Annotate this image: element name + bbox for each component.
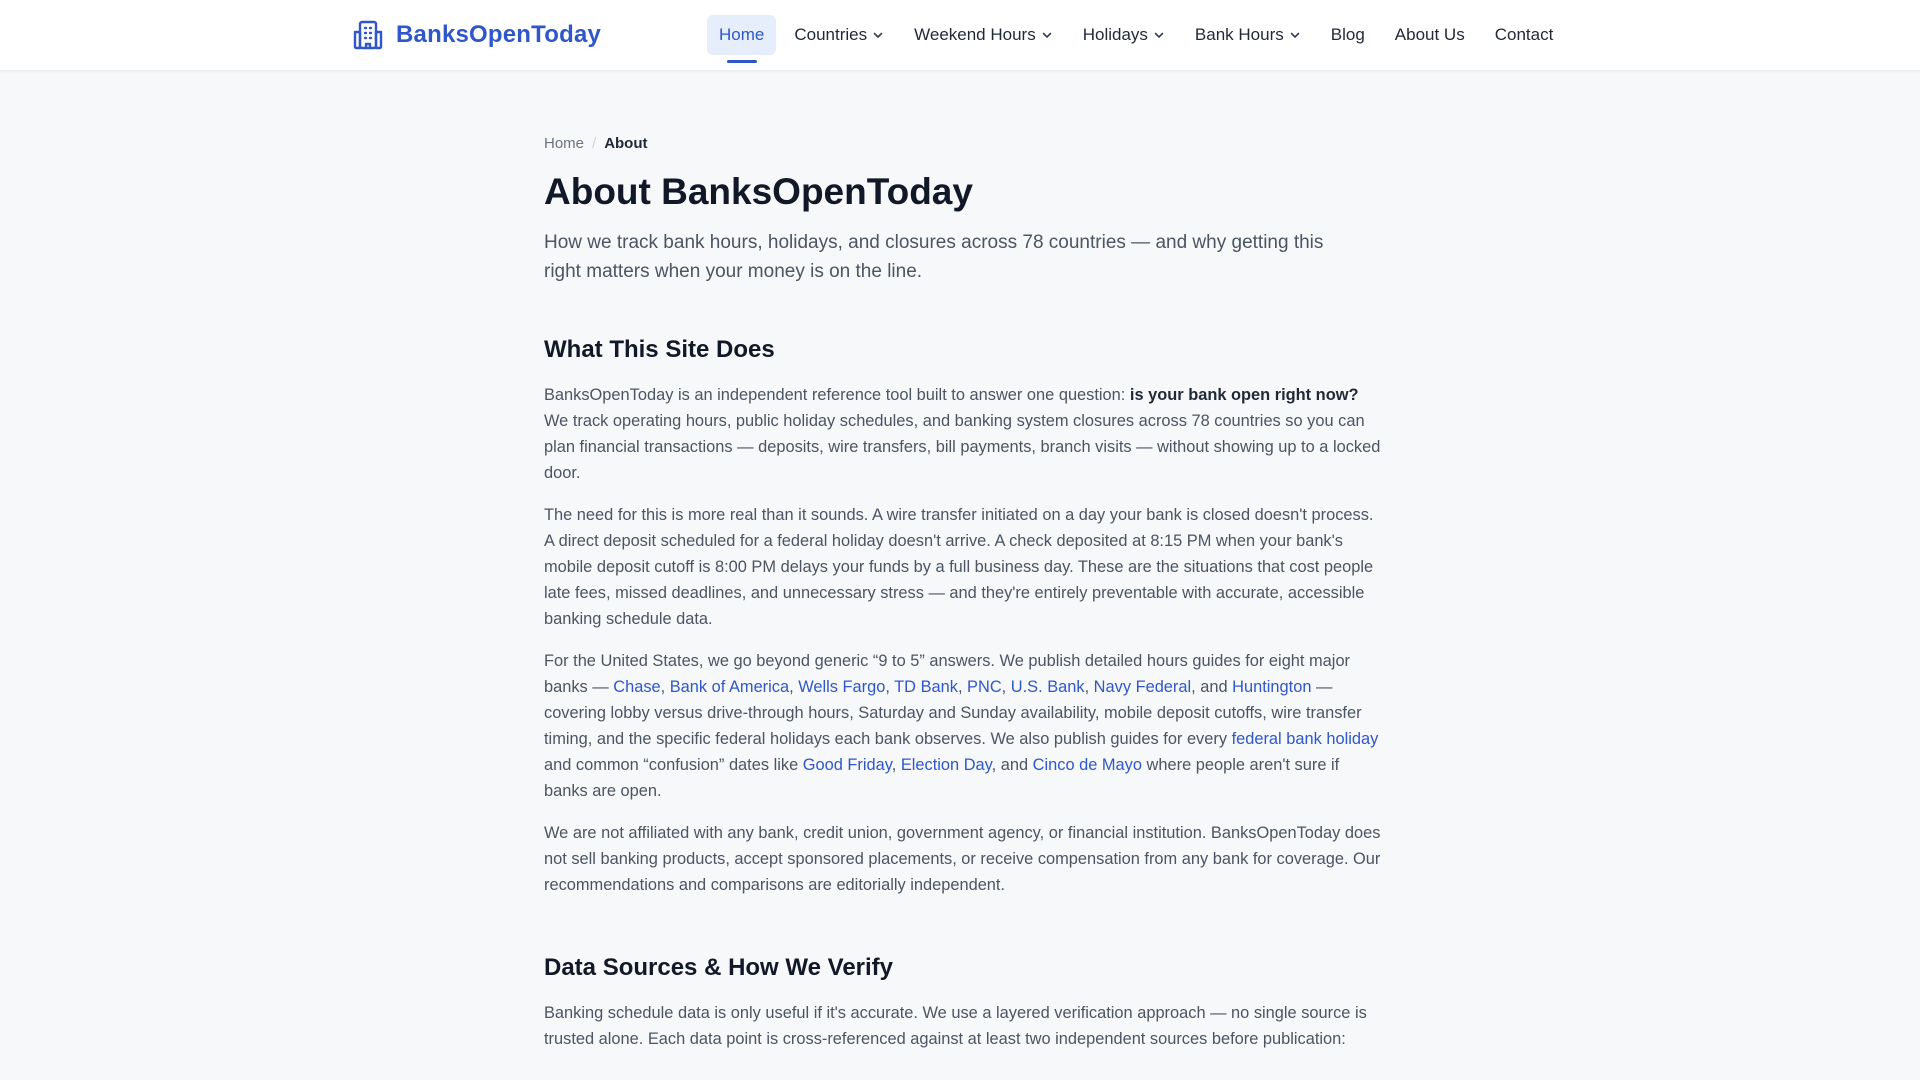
page-title: About BanksOpenToday — [544, 171, 973, 212]
nav-blog-label: Blog — [1330, 25, 1365, 44]
paragraph-text: For the United States, we go beyond generic “9 to 5” answers. We publish detailed hours guides for eight major banks — — [544, 652, 1351, 696]
chevron-down-icon — [1289, 29, 1301, 41]
link-cinco-de-mayo[interactable]: Cinco de Mayo — [1032, 756, 1142, 774]
paragraph-text: , and — [991, 756, 1033, 774]
paragraph-verification: Banking schedule data is only useful if it's accurate. We use a layered verification approach — no single source is trusted alone. Each data point is cross-referenced against at least two independent sources before publication: — [544, 1004, 1367, 1048]
chevron-down-icon — [872, 29, 884, 41]
link-wells-fargo[interactable]: Wells Fargo — [798, 678, 886, 696]
nav-holidays-label: Holidays — [1082, 25, 1148, 44]
nav-weekend-hours-label: Weekend Hours — [914, 25, 1036, 44]
paragraph-text: , — [1001, 678, 1011, 696]
nav-home[interactable] — [707, 15, 776, 55]
chevron-down-icon — [1041, 29, 1053, 41]
link-navy-federal[interactable]: Navy Federal — [1093, 678, 1192, 696]
nav-bank-hours-label: Bank Hours — [1194, 25, 1284, 44]
paragraph-text: BanksOpenToday is an independent reference tool built to answer one question: — [544, 386, 1130, 404]
breadcrumb-home-link[interactable]: Home — [544, 134, 585, 152]
paragraph-text: , — [1084, 678, 1094, 696]
nav-bank-hours[interactable] — [1183, 15, 1313, 55]
paragraph-independence: We are not affiliated with any bank, credit union, government agency, or financial institution. BanksOpenToday does not sell banking products, accept sponsored placements, or receive compensation from any bank for coverage. Our recommendations and comparisons are editorially independent. — [544, 824, 1381, 894]
top-navbar — [0, 0, 1920, 70]
main-content — [544, 132, 1384, 1052]
nav-contact-label: Contact — [1494, 25, 1554, 44]
chevron-down-icon — [1153, 29, 1165, 41]
nav-contact[interactable] — [1483, 15, 1566, 55]
site-logo[interactable] — [352, 18, 601, 52]
link-chase[interactable]: Chase — [613, 678, 661, 696]
paragraph-us-banks — [544, 648, 1384, 804]
breadcrumb — [544, 132, 1384, 154]
paragraph-intro — [544, 382, 1384, 486]
nav-blog[interactable] — [1319, 15, 1377, 55]
link-bank-of-america[interactable]: Bank of America — [669, 678, 790, 696]
link-huntington[interactable]: Huntington — [1232, 678, 1312, 696]
link-pnc[interactable]: PNC — [967, 678, 1002, 696]
paragraph-text: , — [789, 678, 799, 696]
nav-about-us-label: About Us — [1394, 25, 1465, 44]
breadcrumb-current: About — [604, 134, 648, 152]
nav-countries-label: Countries — [794, 25, 868, 44]
paragraph-text: , — [957, 678, 968, 696]
link-federal-bank-holiday[interactable]: federal bank holiday — [1231, 730, 1379, 748]
nav-countries[interactable] — [782, 15, 896, 55]
paragraph-text: , — [885, 678, 895, 696]
breadcrumb-separator: / — [592, 134, 597, 152]
paragraph-text: and common “confusion” dates like — [544, 756, 803, 774]
section-heading-what-this-site-does: What This Site Does — [544, 336, 775, 363]
bank-building-icon — [352, 19, 384, 51]
paragraph-text: , — [891, 756, 901, 774]
page-lead: How we track bank hours, holidays, and closures across 78 countries — and why getting this right matters when your money is on the line. — [544, 232, 1324, 282]
nav-home-label: Home — [719, 25, 765, 44]
link-td-bank[interactable]: TD Bank — [894, 678, 958, 696]
paragraph-text: We track operating hours, public holiday schedules, and banking system closures across 78 countries so you can plan financial transactions — deposits, wire transfers, bill payments, branch visits — without showing up to a locked door. — [544, 412, 1381, 482]
main-navigation — [707, 15, 1571, 55]
nav-weekend-hours[interactable] — [902, 15, 1065, 55]
link-us-bank[interactable]: U.S. Bank — [1010, 678, 1085, 696]
paragraph-text: , — [660, 678, 670, 696]
paragraph-text: , and — [1191, 678, 1233, 696]
site-logo-text: BanksOpenToday — [396, 21, 602, 48]
nav-holidays[interactable] — [1071, 15, 1177, 55]
link-good-friday[interactable]: Good Friday — [802, 756, 892, 774]
paragraph-text: — covering lobby versus drive-through hours, Saturday and Sunday availability, mobile deposit cutoffs, wire transfer timing, and the specific federal holidays each bank observes. We also publish guides for every — [544, 678, 1362, 748]
paragraph-need: The need for this is more real than it sounds. A wire transfer initiated on a day your bank is closed doesn't process. A direct deposit scheduled for a federal holiday doesn't arrive. A check deposited at 8:15 PM when your bank's mobile deposit cutoff is 8:00 PM delays your funds by a full business day. These are the situations that cost people late fees, missed deadlines, and unnecessary stress — and they're entirely preventable with accurate, accessible banking schedule data. — [544, 506, 1374, 628]
link-election-day[interactable]: Election Day — [900, 756, 992, 774]
paragraph-bold-question: is your bank open right now? — [1129, 386, 1359, 404]
section-heading-data-sources: Data Sources & How We Verify — [544, 954, 894, 981]
paragraph-text: where people aren't sure if banks are open. — [544, 756, 1340, 800]
nav-about-us[interactable] — [1383, 15, 1477, 55]
